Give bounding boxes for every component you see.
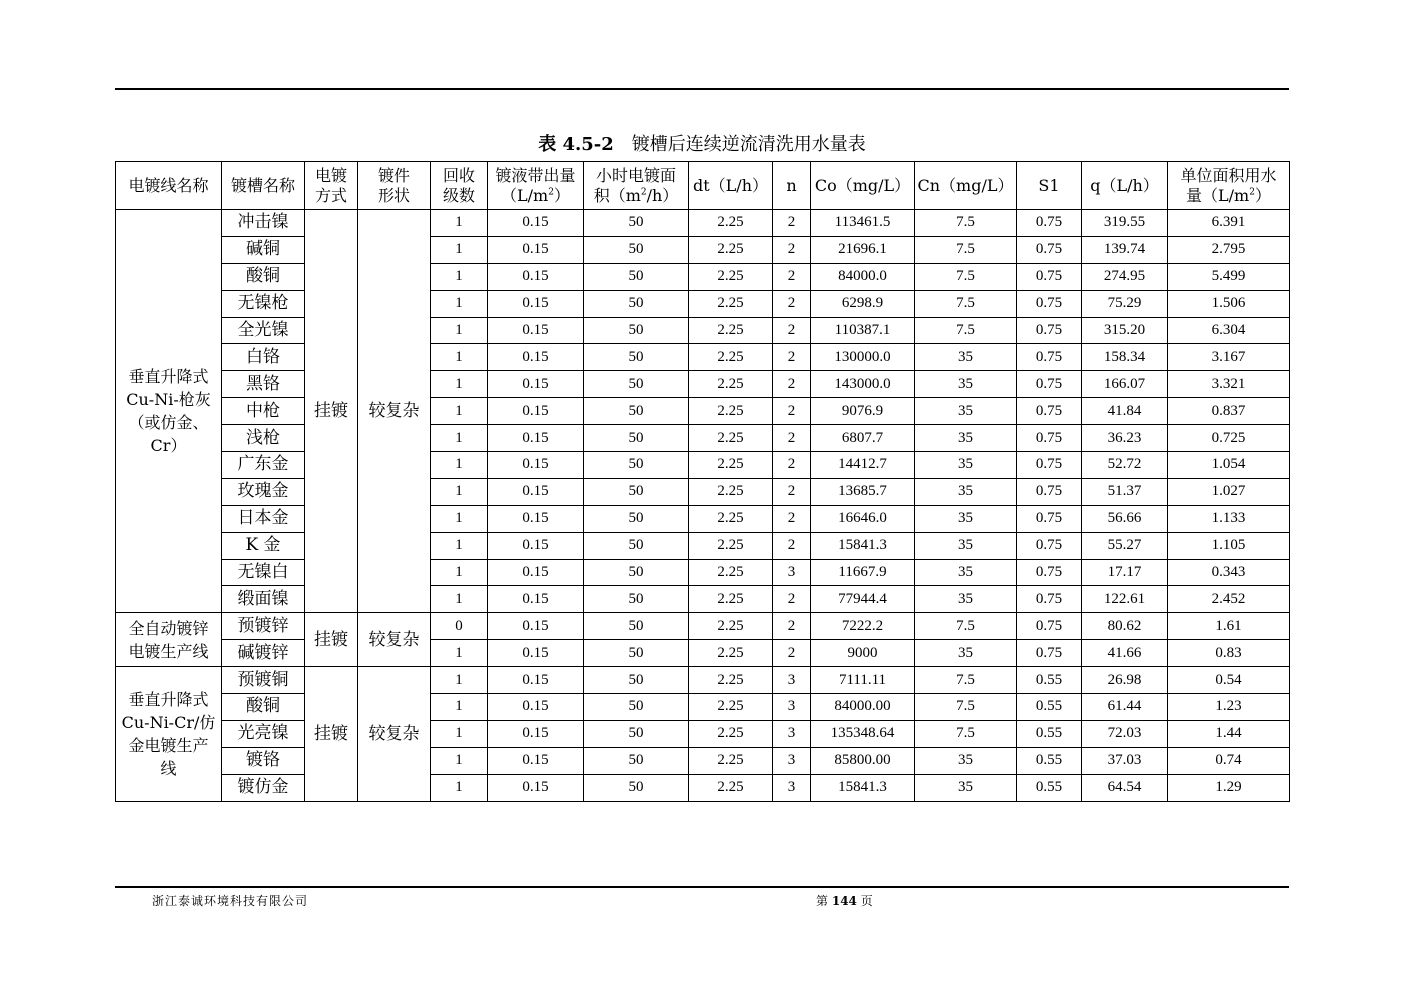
co-cell: 110387.1	[811, 317, 915, 344]
table-row	[116, 290, 1290, 317]
s1-cell: 0.75	[1017, 559, 1082, 586]
unit-cell: 1.44	[1168, 720, 1290, 747]
unit-cell: 0.725	[1168, 425, 1290, 452]
n-cell: 2	[773, 425, 811, 452]
n-cell: 3	[773, 559, 811, 586]
q-cell: 37.03	[1082, 747, 1168, 774]
dt-cell: 2.25	[689, 398, 773, 425]
carry-cell: 0.15	[488, 478, 584, 505]
dt-cell: 2.25	[689, 317, 773, 344]
header-unit-water: 单位面积用水 量$(L/m^2)$	[1168, 162, 1290, 210]
table-row	[116, 694, 1290, 721]
co-cell: 135348.64	[811, 720, 915, 747]
unit-cell: 0.343	[1168, 559, 1290, 586]
levels-cell: 1	[431, 694, 488, 721]
levels-cell: 1	[431, 236, 488, 263]
tank-name-cell: 碱铜	[222, 236, 305, 263]
co-cell: 9076.9	[811, 398, 915, 425]
co-cell: 84000.0	[811, 263, 915, 290]
table-row	[116, 371, 1290, 398]
co-cell: 15841.3	[811, 532, 915, 559]
area-cell: 50	[584, 774, 689, 801]
header-plating-area: 小时电镀面 积$(m^2/h)$	[584, 162, 689, 210]
n-cell: 2	[773, 317, 811, 344]
header-method: 电镀 方式	[305, 162, 358, 210]
table-row	[116, 774, 1290, 801]
area-cell: 50	[584, 747, 689, 774]
co-cell: 85800.00	[811, 747, 915, 774]
cn-cell: 35	[915, 478, 1017, 505]
s1-cell: 0.75	[1017, 210, 1082, 237]
n-cell: 3	[773, 747, 811, 774]
unit-cell: 0.837	[1168, 398, 1290, 425]
s1-cell: 0.75	[1017, 640, 1082, 667]
levels-cell: 1	[431, 505, 488, 532]
levels-cell: 1	[431, 586, 488, 613]
unit-cell: 5.499	[1168, 263, 1290, 290]
table-row	[116, 720, 1290, 747]
footer-page-number: 第 144 页	[816, 894, 873, 908]
s1-cell: 0.75	[1017, 263, 1082, 290]
tank-name-cell: 镀仿金	[222, 774, 305, 801]
s1-cell: 0.55	[1017, 667, 1082, 694]
q-cell: 122.61	[1082, 586, 1168, 613]
header-shape: 镀件 形状	[358, 162, 431, 210]
table-row	[116, 236, 1290, 263]
table-number: 表 4.5-2	[538, 134, 614, 155]
shape-cell: 较复杂	[358, 667, 431, 801]
carry-cell: 0.15	[488, 425, 584, 452]
method-cell: 挂镀	[305, 210, 358, 613]
n-cell: 2	[773, 613, 811, 640]
header-co: Co（mg/L）	[811, 162, 915, 210]
tank-name-cell: 预镀锌	[222, 613, 305, 640]
dt-cell: 2.25	[689, 774, 773, 801]
levels-cell: 1	[431, 371, 488, 398]
co-cell: 16646.0	[811, 505, 915, 532]
q-cell: 36.23	[1082, 425, 1168, 452]
area-cell: 50	[584, 640, 689, 667]
n-cell: 2	[773, 532, 811, 559]
method-cell: 挂镀	[305, 613, 358, 667]
cn-cell: 35	[915, 747, 1017, 774]
carry-cell: 0.15	[488, 586, 584, 613]
n-cell: 2	[773, 452, 811, 479]
co-cell: 6298.9	[811, 290, 915, 317]
tank-name-cell: 光亮镍	[222, 720, 305, 747]
s1-cell: 0.55	[1017, 774, 1082, 801]
table-row	[116, 532, 1290, 559]
unit-cell: 3.167	[1168, 344, 1290, 371]
cn-cell: 7.5	[915, 290, 1017, 317]
dt-cell: 2.25	[689, 290, 773, 317]
cn-cell: 35	[915, 398, 1017, 425]
carry-cell: 0.15	[488, 694, 584, 721]
footer-rule	[115, 886, 1289, 888]
s1-cell: 0.55	[1017, 720, 1082, 747]
table-row	[116, 747, 1290, 774]
s1-cell: 0.75	[1017, 532, 1082, 559]
levels-cell: 1	[431, 478, 488, 505]
area-cell: 50	[584, 505, 689, 532]
table-row	[116, 317, 1290, 344]
levels-cell: 1	[431, 667, 488, 694]
header-rule	[115, 88, 1289, 90]
unit-cell: 3.321	[1168, 371, 1290, 398]
carry-cell: 0.15	[488, 667, 584, 694]
header-s1: S1	[1017, 162, 1082, 210]
area-cell: 50	[584, 290, 689, 317]
q-cell: 75.29	[1082, 290, 1168, 317]
unit-cell: 0.74	[1168, 747, 1290, 774]
unit-cell: 6.391	[1168, 210, 1290, 237]
table-title: 镀槽后连续逆流清洗用水量表	[631, 134, 866, 155]
unit-cell: 1.027	[1168, 478, 1290, 505]
method-cell: 挂镀	[305, 667, 358, 801]
q-cell: 166.07	[1082, 371, 1168, 398]
table-row	[116, 452, 1290, 479]
q-cell: 72.03	[1082, 720, 1168, 747]
co-cell: 13685.7	[811, 478, 915, 505]
cn-cell: 35	[915, 371, 1017, 398]
area-cell: 50	[584, 478, 689, 505]
cn-cell: 35	[915, 532, 1017, 559]
tank-name-cell: 广东金	[222, 452, 305, 479]
tank-name-cell: 中枪	[222, 398, 305, 425]
header-line-name: 电镀线名称	[116, 162, 222, 210]
q-cell: 158.34	[1082, 344, 1168, 371]
line-name-cell: 垂直升降式 Cu-Ni-枪灰 （或仿金、 Cr）	[116, 210, 222, 613]
header-row	[116, 162, 1290, 210]
co-cell: 15841.3	[811, 774, 915, 801]
tank-name-cell: 白铬	[222, 344, 305, 371]
levels-cell: 1	[431, 290, 488, 317]
area-cell: 50	[584, 236, 689, 263]
dt-cell: 2.25	[689, 478, 773, 505]
tank-name-cell: 玫瑰金	[222, 478, 305, 505]
co-cell: 6807.7	[811, 425, 915, 452]
co-cell: 113461.5	[811, 210, 915, 237]
n-cell: 2	[773, 505, 811, 532]
dt-cell: 2.25	[689, 425, 773, 452]
area-cell: 50	[584, 694, 689, 721]
levels-cell: 1	[431, 774, 488, 801]
tank-name-cell: 预镀铜	[222, 667, 305, 694]
co-cell: 143000.0	[811, 371, 915, 398]
dt-cell: 2.25	[689, 236, 773, 263]
n-cell: 2	[773, 236, 811, 263]
area-cell: 50	[584, 263, 689, 290]
q-cell: 51.37	[1082, 478, 1168, 505]
q-cell: 56.66	[1082, 505, 1168, 532]
area-cell: 50	[584, 532, 689, 559]
dt-cell: 2.25	[689, 505, 773, 532]
header-q: q（L/h）	[1082, 162, 1168, 210]
unit-cell: 1.105	[1168, 532, 1290, 559]
area-cell: 50	[584, 210, 689, 237]
header-levels: 回收 级数	[431, 162, 488, 210]
tank-name-cell: 酸铜	[222, 694, 305, 721]
area-cell: 50	[584, 452, 689, 479]
q-cell: 315.20	[1082, 317, 1168, 344]
area-cell: 50	[584, 613, 689, 640]
s1-cell: 0.75	[1017, 452, 1082, 479]
dt-cell: 2.25	[689, 452, 773, 479]
line-name-cell: 全自动镀锌 电镀生产线	[116, 613, 222, 667]
dt-cell: 2.25	[689, 532, 773, 559]
q-cell: 80.62	[1082, 613, 1168, 640]
co-cell: 7111.11	[811, 667, 915, 694]
q-cell: 41.66	[1082, 640, 1168, 667]
q-cell: 139.74	[1082, 236, 1168, 263]
table-row	[116, 559, 1290, 586]
carry-cell: 0.15	[488, 210, 584, 237]
s1-cell: 0.75	[1017, 586, 1082, 613]
dt-cell: 2.25	[689, 371, 773, 398]
cn-cell: 7.5	[915, 694, 1017, 721]
cn-cell: 7.5	[915, 317, 1017, 344]
tank-name-cell: 碱镀锌	[222, 640, 305, 667]
q-cell: 52.72	[1082, 452, 1168, 479]
tank-name-cell: 镀铬	[222, 747, 305, 774]
table-caption	[115, 133, 1289, 157]
dt-cell: 2.25	[689, 747, 773, 774]
tank-name-cell: 全光镍	[222, 317, 305, 344]
levels-cell: 1	[431, 559, 488, 586]
shape-cell: 较复杂	[358, 210, 431, 613]
cn-cell: 35	[915, 505, 1017, 532]
cn-cell: 7.5	[915, 613, 1017, 640]
cn-cell: 35	[915, 640, 1017, 667]
table-row	[116, 478, 1290, 505]
s1-cell: 0.75	[1017, 505, 1082, 532]
cn-cell: 35	[915, 559, 1017, 586]
tank-name-cell: 无镍枪	[222, 290, 305, 317]
s1-cell: 0.75	[1017, 344, 1082, 371]
tank-name-cell: 缎面镍	[222, 586, 305, 613]
dt-cell: 2.25	[689, 344, 773, 371]
table-row	[116, 344, 1290, 371]
unit-cell: 1.054	[1168, 452, 1290, 479]
tank-name-cell: 冲击镍	[222, 210, 305, 237]
carry-cell: 0.15	[488, 236, 584, 263]
tank-name-cell: 日本金	[222, 505, 305, 532]
table-row	[116, 505, 1290, 532]
levels-cell: 1	[431, 210, 488, 237]
tank-name-cell: 无镍白	[222, 559, 305, 586]
header-carry-out: 镀液带出量 $(L/m^2)$	[488, 162, 584, 210]
carry-cell: 0.15	[488, 505, 584, 532]
area-cell: 50	[584, 371, 689, 398]
dt-cell: 2.25	[689, 210, 773, 237]
area-cell: 50	[584, 720, 689, 747]
dt-cell: 2.25	[689, 613, 773, 640]
line-name-cell: 垂直升降式 Cu-Ni-Cr/仿 金电镀生产 线	[116, 667, 222, 801]
co-cell: 130000.0	[811, 344, 915, 371]
cn-cell: 7.5	[915, 210, 1017, 237]
header-n: n	[773, 162, 811, 210]
dt-cell: 2.25	[689, 640, 773, 667]
n-cell: 2	[773, 478, 811, 505]
levels-cell: 1	[431, 747, 488, 774]
unit-cell: 2.452	[1168, 586, 1290, 613]
shape-cell: 较复杂	[358, 613, 431, 667]
s1-cell: 0.55	[1017, 694, 1082, 721]
carry-cell: 0.15	[488, 720, 584, 747]
table-row	[116, 640, 1290, 667]
carry-cell: 0.15	[488, 559, 584, 586]
q-cell: 64.54	[1082, 774, 1168, 801]
unit-cell: 1.133	[1168, 505, 1290, 532]
n-cell: 3	[773, 774, 811, 801]
levels-cell: 1	[431, 344, 488, 371]
s1-cell: 0.75	[1017, 371, 1082, 398]
cn-cell: 35	[915, 344, 1017, 371]
s1-cell: 0.75	[1017, 290, 1082, 317]
co-cell: 21696.1	[811, 236, 915, 263]
s1-cell: 0.75	[1017, 613, 1082, 640]
tank-name-cell: K 金	[222, 532, 305, 559]
carry-cell: 0.15	[488, 371, 584, 398]
unit-cell: 1.29	[1168, 774, 1290, 801]
n-cell: 2	[773, 640, 811, 667]
levels-cell: 1	[431, 317, 488, 344]
levels-cell: 0	[431, 613, 488, 640]
table-row	[116, 263, 1290, 290]
dt-cell: 2.25	[689, 559, 773, 586]
cn-cell: 7.5	[915, 667, 1017, 694]
header-tank-name: 镀槽名称	[222, 162, 305, 210]
levels-cell: 1	[431, 398, 488, 425]
q-cell: 26.98	[1082, 667, 1168, 694]
tank-name-cell: 酸铜	[222, 263, 305, 290]
area-cell: 50	[584, 317, 689, 344]
carry-cell: 0.15	[488, 747, 584, 774]
unit-cell: 1.61	[1168, 613, 1290, 640]
tank-name-cell: 浅枪	[222, 425, 305, 452]
co-cell: 9000	[811, 640, 915, 667]
q-cell: 17.17	[1082, 559, 1168, 586]
cn-cell: 35	[915, 452, 1017, 479]
area-cell: 50	[584, 344, 689, 371]
n-cell: 2	[773, 398, 811, 425]
table-row	[116, 210, 1290, 237]
carry-cell: 0.15	[488, 452, 584, 479]
area-cell: 50	[584, 398, 689, 425]
carry-cell: 0.15	[488, 263, 584, 290]
table-row	[116, 425, 1290, 452]
carry-cell: 0.15	[488, 532, 584, 559]
levels-cell: 1	[431, 263, 488, 290]
n-cell: 2	[773, 210, 811, 237]
unit-cell: 0.83	[1168, 640, 1290, 667]
area-cell: 50	[584, 586, 689, 613]
table-row	[116, 613, 1290, 640]
n-cell: 2	[773, 371, 811, 398]
footer-company: 浙江泰诚环境科技有限公司	[152, 894, 309, 908]
n-cell: 2	[773, 263, 811, 290]
s1-cell: 0.75	[1017, 425, 1082, 452]
area-cell: 50	[584, 425, 689, 452]
table-row	[116, 667, 1290, 694]
s1-cell: 0.75	[1017, 317, 1082, 344]
n-cell: 2	[773, 290, 811, 317]
carry-cell: 0.15	[488, 344, 584, 371]
unit-cell: 0.54	[1168, 667, 1290, 694]
area-cell: 50	[584, 559, 689, 586]
cn-cell: 35	[915, 425, 1017, 452]
dt-cell: 2.25	[689, 694, 773, 721]
cn-cell: 7.5	[915, 263, 1017, 290]
table-row	[116, 586, 1290, 613]
q-cell: 61.44	[1082, 694, 1168, 721]
tank-name-cell: 黑铬	[222, 371, 305, 398]
s1-cell: 0.75	[1017, 478, 1082, 505]
cn-cell: 7.5	[915, 236, 1017, 263]
carry-cell: 0.15	[488, 774, 584, 801]
cn-cell: 35	[915, 586, 1017, 613]
table-body	[116, 210, 1290, 802]
carry-cell: 0.15	[488, 290, 584, 317]
table-row	[116, 398, 1290, 425]
levels-cell: 1	[431, 425, 488, 452]
area-cell: 50	[584, 667, 689, 694]
header-dt: dt（L/h）	[689, 162, 773, 210]
co-cell: 11667.9	[811, 559, 915, 586]
co-cell: 7222.2	[811, 613, 915, 640]
s1-cell: 0.75	[1017, 398, 1082, 425]
q-cell: 319.55	[1082, 210, 1168, 237]
unit-cell: 1.506	[1168, 290, 1290, 317]
n-cell: 2	[773, 344, 811, 371]
levels-cell: 1	[431, 720, 488, 747]
n-cell: 3	[773, 667, 811, 694]
n-cell: 3	[773, 720, 811, 747]
unit-cell: 2.795	[1168, 236, 1290, 263]
co-cell: 14412.7	[811, 452, 915, 479]
carry-cell: 0.15	[488, 317, 584, 344]
q-cell: 55.27	[1082, 532, 1168, 559]
s1-cell: 0.55	[1017, 747, 1082, 774]
dt-cell: 2.25	[689, 720, 773, 747]
dt-cell: 2.25	[689, 586, 773, 613]
unit-cell: 6.304	[1168, 317, 1290, 344]
header-cn: Cn（mg/L）	[915, 162, 1017, 210]
dt-cell: 2.25	[689, 263, 773, 290]
unit-cell: 1.23	[1168, 694, 1290, 721]
carry-cell: 0.15	[488, 613, 584, 640]
n-cell: 2	[773, 586, 811, 613]
carry-cell: 0.15	[488, 398, 584, 425]
levels-cell: 1	[431, 640, 488, 667]
cn-cell: 7.5	[915, 720, 1017, 747]
cn-cell: 35	[915, 774, 1017, 801]
co-cell: 84000.00	[811, 694, 915, 721]
co-cell: 77944.4	[811, 586, 915, 613]
q-cell: 41.84	[1082, 398, 1168, 425]
carry-cell: 0.15	[488, 640, 584, 667]
dt-cell: 2.25	[689, 667, 773, 694]
levels-cell: 1	[431, 452, 488, 479]
rinse-water-table	[115, 161, 1290, 802]
s1-cell: 0.75	[1017, 236, 1082, 263]
q-cell: 274.95	[1082, 263, 1168, 290]
levels-cell: 1	[431, 532, 488, 559]
n-cell: 3	[773, 694, 811, 721]
